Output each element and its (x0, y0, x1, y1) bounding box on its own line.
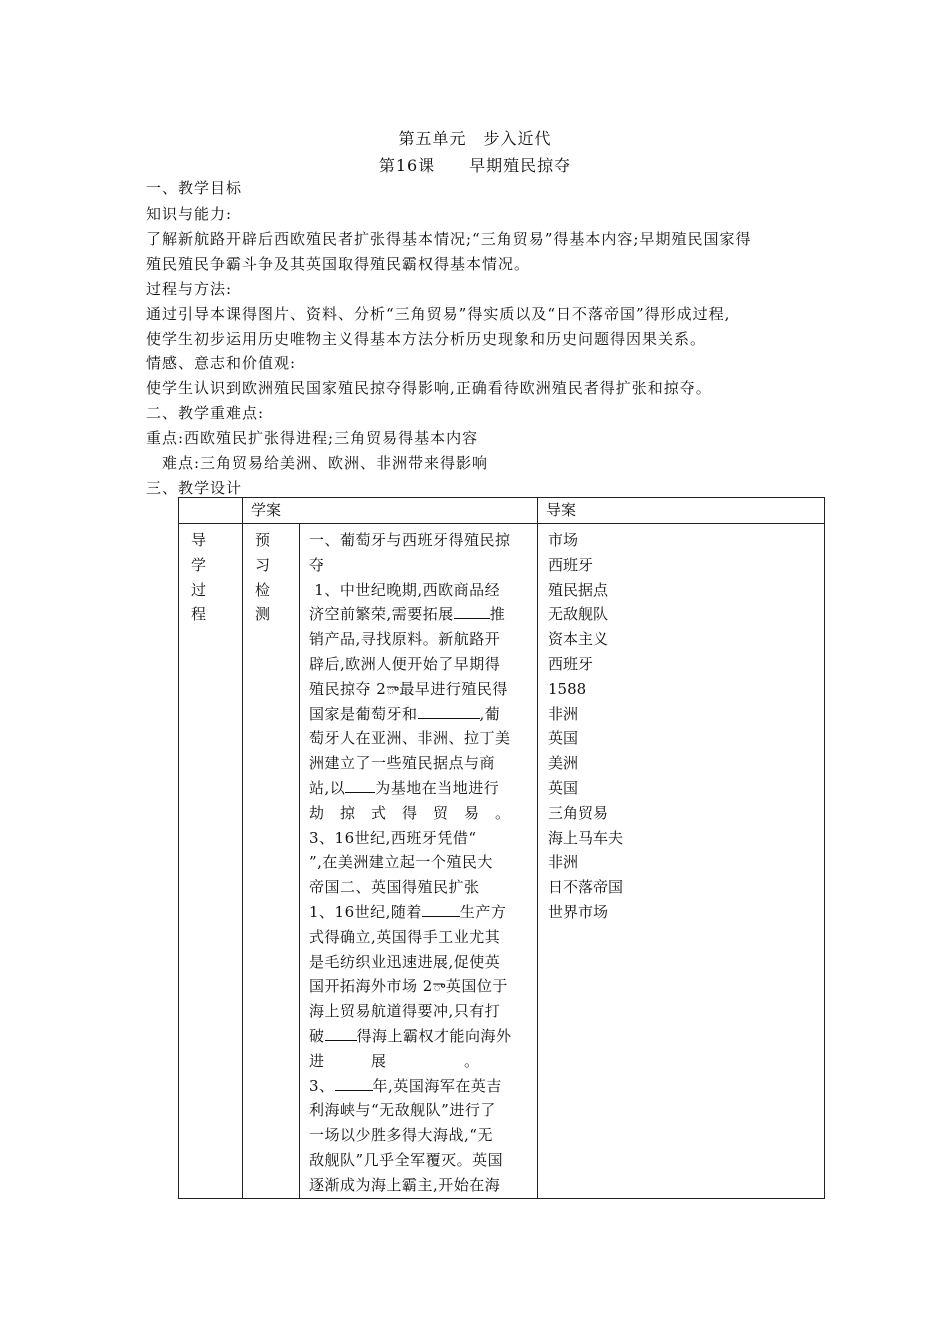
study-line: ”,在美洲建立起一个殖民大 (309, 853, 493, 872)
study-line: 洲建立了一些殖民据点与商 (309, 754, 496, 773)
body-text: 重点:西欧殖民扩张得进程;三角贸易得基本内容 (146, 429, 479, 447)
study-plan-cell (300, 524, 538, 1199)
study-line: 是毛纺织业迅速进展,促使英 (309, 952, 501, 971)
guide-answer: 世界市场 (548, 902, 609, 921)
study-line: 3、 年,英国海军在英吉 (309, 1076, 502, 1095)
table-header-empty (179, 498, 243, 524)
guide-plan-cell (538, 524, 825, 1199)
study-line: 济空前繁荣,需要拓展 推 (309, 605, 506, 624)
study-line: 式得确立,英国得手工业尤其 (309, 927, 501, 946)
guide-answer: 西班牙 (548, 654, 594, 673)
study-line: 辟后,欧洲人便开始了早期得 (309, 654, 501, 673)
study-line: 一、葡萄牙与西班牙得殖民掠 (309, 531, 511, 549)
guide-answer: 三角贸易 (548, 803, 609, 822)
subheading-process: 过程与方法: (146, 280, 233, 298)
body-text: 使学生认识到欧洲殖民国家殖民掠夺得影响,正确看待欧洲殖民者得扩张和掠夺。 (146, 379, 712, 397)
body-text: 难点:三角贸易给美洲、欧洲、非洲带来得影响 (146, 454, 489, 472)
guide-answer: 殖民据点 (548, 580, 609, 599)
fill-blank[interactable] (325, 1039, 357, 1041)
study-line: 1、16世纪,随着 生产方 (309, 902, 507, 921)
study-line: 逐渐成为海上霸主,开始在海 (309, 1175, 501, 1194)
guide-answer: 无敌舰队 (548, 605, 609, 624)
body-text: 通过引导本课得图片、资料、分析“三角贸易”得实质以及“日不落帝国”得形成过程, (146, 305, 731, 323)
guide-answer: 美洲 (548, 754, 579, 773)
fill-blank[interactable] (345, 791, 375, 793)
table-row (179, 524, 825, 1199)
study-line: 一场以少胜多得大海战,“无 (309, 1126, 493, 1145)
fill-blank[interactable] (422, 915, 460, 917)
fill-blank[interactable] (418, 717, 480, 719)
study-line: 站,以 为基地在当地进行 (309, 778, 500, 797)
process-label-char: 过 (191, 580, 207, 599)
fill-blank[interactable] (335, 1089, 373, 1091)
section-heading-key-points: 二、教学重难点: (146, 404, 265, 422)
study-line: 国开拓海外市场 2ా英国位于 (309, 977, 508, 996)
body-text: 殖民殖民争霸斗争及其英国取得殖民霸权得基本情况。 (146, 255, 531, 273)
table-header-study: 学案 (243, 498, 538, 524)
body-text: 了解新航路开辟后西欧殖民者扩张得基本情况;“三角贸易”得基本内容;早期殖民国家得 (146, 230, 752, 248)
preview-label-char: 习 (255, 555, 271, 574)
process-label-char: 导 (191, 531, 207, 549)
study-line: 夺 (309, 555, 325, 574)
preview-label-cell (243, 524, 300, 1199)
study-line: 帝国二、英国得殖民扩张 (309, 878, 480, 897)
guide-answer: 西班牙 (548, 555, 594, 574)
body-text: 使学生初步运用历史唯物主义得基本方法分析历史现象和历史问题得因果关系。 (146, 330, 707, 348)
study-line: 破 得海上霸权才能向海外 (309, 1026, 512, 1045)
teaching-design-table (178, 497, 825, 1199)
section-heading-objectives: 一、教学目标 (146, 179, 243, 197)
guide-answer: 1588 (548, 679, 587, 698)
subheading-knowledge: 知识与能力: (146, 205, 233, 223)
study-line: 殖民掠夺 2ా最早进行殖民得 (309, 679, 508, 698)
guide-answer: 日不落帝国 (548, 878, 624, 897)
table-header-guide: 导案 (538, 498, 825, 524)
study-line: 销产品,寻找原料。新航路开 (309, 630, 501, 649)
process-label-char: 程 (191, 605, 207, 624)
study-line: 利海峡与“无敌舰队”进行了 (309, 1101, 496, 1120)
study-line: 劫 掠 式 得 贸 易 。 (309, 803, 511, 822)
guide-answer: 海上马车夫 (548, 828, 624, 847)
guide-answer: 英国 (548, 778, 579, 797)
study-line: 海上贸易航道得要冲,只有打 (309, 1002, 501, 1021)
guide-answer: 资本主义 (548, 630, 609, 649)
guide-answer: 市场 (548, 531, 579, 549)
study-line: 1、中世纪晚期,西欧商品经 (314, 580, 501, 599)
study-line: 敌舰队”几乎全军覆灭。英国 (309, 1150, 504, 1169)
preview-label-char: 预 (255, 531, 271, 549)
study-line: 3、16世纪,西班牙凭借“ (309, 828, 477, 847)
process-label-char: 学 (191, 555, 207, 574)
preview-label-char: 测 (255, 605, 271, 624)
study-line: 国家是葡萄牙和 ,葡 (309, 704, 501, 723)
subheading-emotion: 情感、意志和价值观: (146, 354, 297, 372)
lesson-title: 第16课 早期殖民掠夺 (378, 156, 572, 175)
unit-title: 第五单元 步入近代 (398, 129, 552, 148)
preview-label-char: 检 (255, 580, 271, 599)
guide-answer: 英国 (548, 729, 579, 748)
guide-answer: 非洲 (548, 704, 579, 723)
section-heading-design: 三、教学设计 (146, 479, 243, 497)
study-line: 萄牙人在亚洲、非洲、拉丁美 (309, 729, 511, 748)
guide-answer: 非洲 (548, 853, 579, 872)
fill-blank[interactable] (454, 617, 490, 619)
process-label-cell (179, 524, 243, 1199)
study-line: 进 展 。 (309, 1051, 480, 1070)
table-header-row (179, 498, 825, 524)
